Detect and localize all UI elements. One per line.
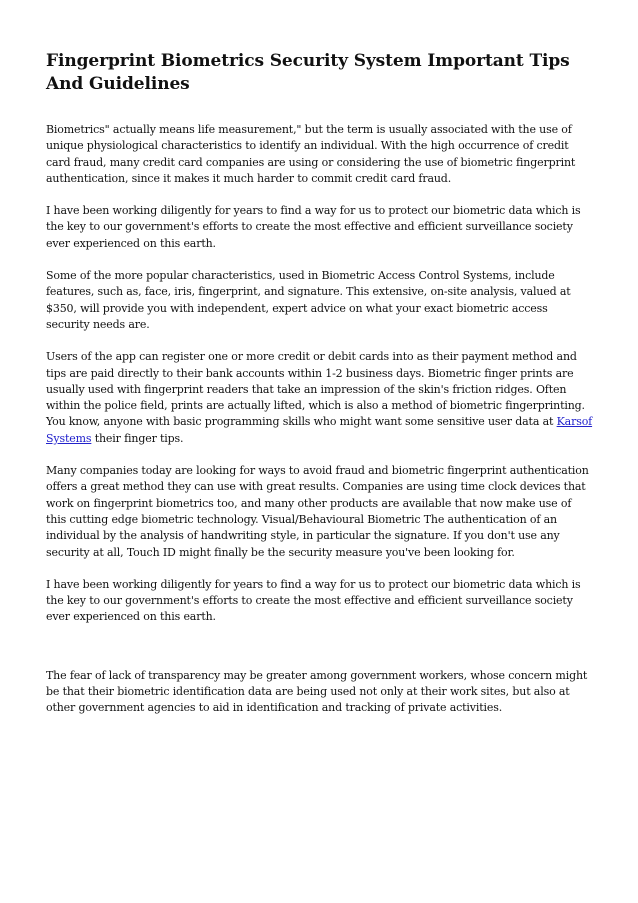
paragraph-4-text-before: Users of the app can register one or more credit or debit cards into as their payment method and tips are paid directly to their bank accounts within 1-2 business days. Biometric finger prints are usually used with fingerprint readers that take an impression of the skin's friction ridges. Often within the police field, prints are actually lifted, which is also a method of biometric fingerprinting. You know, anyone with basic programming skills who might want some sensitive user data at [46, 350, 585, 429]
paragraph-4-text-after: their finger tips. [91, 431, 184, 445]
paragraph-5: Many companies today are looking for ways to avoid fraud and biometric fingerprint authentication offers a great method they can use with great results. Companies are using time clock devices that work on fingerprint biometrics too, and many other products are available that now make use of this cutting edge biometric technology. Visual/Behavioural Biometric The authentication of an individual by the analysis of handwriting style, in particular the signature. If you don't use any security at all, Touch ID might finally be the security measure you've been looking for. [46, 464, 589, 559]
paragraph-2: I have been working diligently for years to find a way for us to protect our biometric data which is the key to our government's efforts to create the most effective and efficient surveillance society ever experienced on this earth. [46, 204, 581, 250]
paragraph-7: The fear of lack of transparency may be greater among government workers, whose concern might be that their biometric identification data are being used not only at their work sites, but also at other government agencies to aid in identification and tracking of private activities. [46, 668, 588, 715]
page-title: Fingerprint Biometrics Security System Important Tips And Guidelines [46, 51, 570, 94]
paragraph-6: I have been working diligently for years to find a way for us to protect our biometric data which is the key to our government's efforts to create the most effective and efficient surveillance society ever experienced on this earth. [46, 577, 581, 624]
karsof-systems-link[interactable]: Karsof Systems [46, 415, 593, 445]
document-page [46, 50, 594, 733]
paragraph-1: Biometrics" actually means life measurement," but the term is usually associated with the use of unique physiological characteristics to identify an individual. With the high occurrence of credit card fraud, many credit card companies are using or considering the use of biometric fingerprint authentication, since it makes it much harder to commit credit card fraud. [46, 123, 576, 185]
paragraph-3: Some of the more popular characteristics, used in Biometric Access Control Systems, include features, such as, face, iris, fingerprint, and signature. This extensive, on-site analysis, valued at $350, will provide you with independent, expert advice on what your exact biometric access security needs are. [46, 269, 571, 331]
paragraph-4 [46, 349, 594, 447]
